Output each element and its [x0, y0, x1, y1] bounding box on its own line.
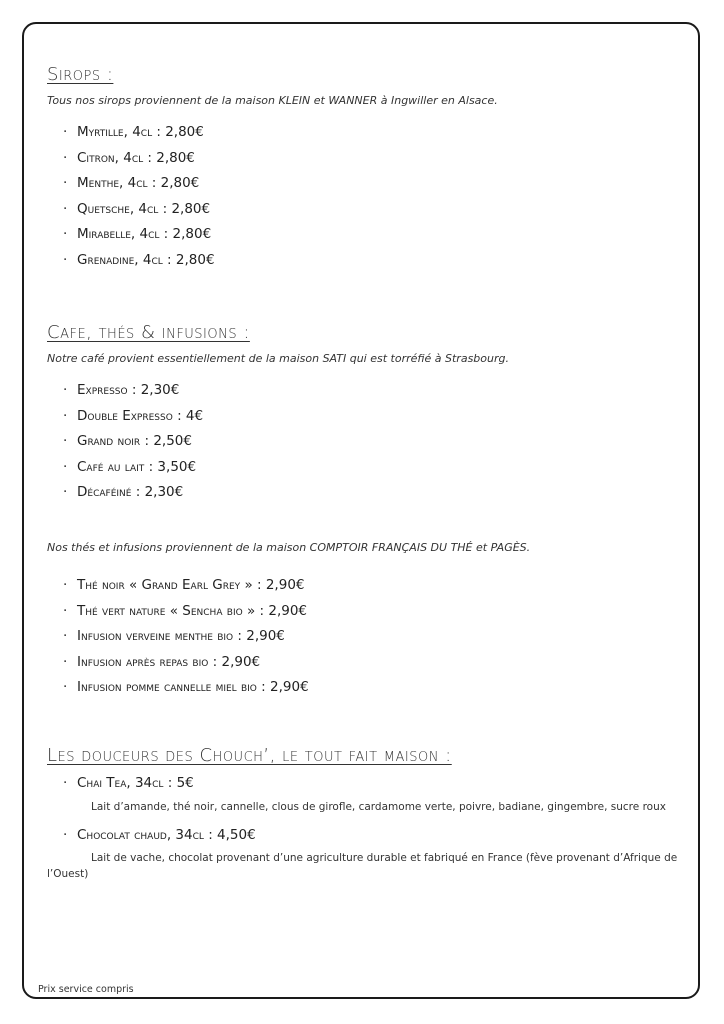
list-item: · Infusion pomme cannelle miel bio : 2,90€ [63, 679, 309, 696]
list-item: · Chai Tea, 34cl : 5€ [63, 775, 194, 791]
cafe-list [47, 378, 694, 506]
list-item: · Citron, 4cl : 2,80€ [63, 149, 195, 166]
cafe-section [47, 322, 694, 506]
thes-intro: Nos thés et infusions proviennent de la maison COMPTOIR FRANÇAIS DU THÉ et PAGÈS. [47, 541, 531, 554]
footer-note: Prix service compris [38, 984, 134, 995]
cafe-intro: Notre café provient essentiellement de la maison SATI qui est torréfié à Strasbourg. [47, 352, 509, 365]
list-item: · Mirabelle, 4cl : 2,80€ [63, 226, 212, 243]
douceurs-list [47, 771, 694, 797]
item-description: Lait d’amande, thé noir, cannelle, clous de girofle, cardamome verte, poivre, badiane, gingembre, sucre roux [91, 800, 666, 813]
douceurs-section [47, 745, 694, 890]
list-item: · Quetsche, 4cl : 2,80€ [63, 200, 211, 217]
list-item: · Décaféiné : 2,30€ [63, 484, 184, 501]
list-item: · Expresso : 2,30€ [63, 382, 180, 398]
list-item: · Infusion après repas bio : 2,90€ [63, 653, 261, 670]
list-item: · Thé vert nature « Sencha bio » : 2,90€ [63, 602, 308, 619]
list-item: · Chocolat chaud, 34cl : 4,50€ [63, 826, 256, 843]
sirops-intro: Tous nos sirops proviennent de la maison KLEIN et WANNER à Ingwiller en Alsace. [47, 94, 498, 107]
sirops-list [47, 120, 694, 274]
list-item: · Infusion verveine menthe bio : 2,90€ [63, 628, 285, 645]
sirops-title: Sirops : [47, 64, 114, 85]
list-item: · Grand noir : 2,50€ [63, 433, 192, 450]
list-item: · Menthe, 4cl : 2,80€ [63, 175, 200, 192]
list-item: · Double Expresso : 4€ [63, 407, 204, 424]
cafe-title: Cafe, thés & infusions : [47, 322, 250, 343]
list-item: · Thé noir « Grand Earl Grey » : 2,90€ [63, 577, 305, 593]
thes-section [47, 541, 694, 701]
douceurs-title: Les douceurs des Chouch’, le tout fait maison : [47, 745, 452, 766]
thes-list [47, 573, 694, 701]
sirops-section [47, 64, 694, 274]
list-item: · Grenadine, 4cl : 2,80€ [63, 251, 215, 268]
douceurs-list-2 [47, 823, 694, 849]
item-description: Lait de vache, chocolat provenant d’une agriculture durable et fabriqué en France (fève provenant d’Afrique de l’Ouest) [47, 852, 678, 881]
list-item: · Café au lait : 3,50€ [63, 458, 197, 475]
list-item: · Myrtille, 4cl : 2,80€ [63, 124, 204, 140]
